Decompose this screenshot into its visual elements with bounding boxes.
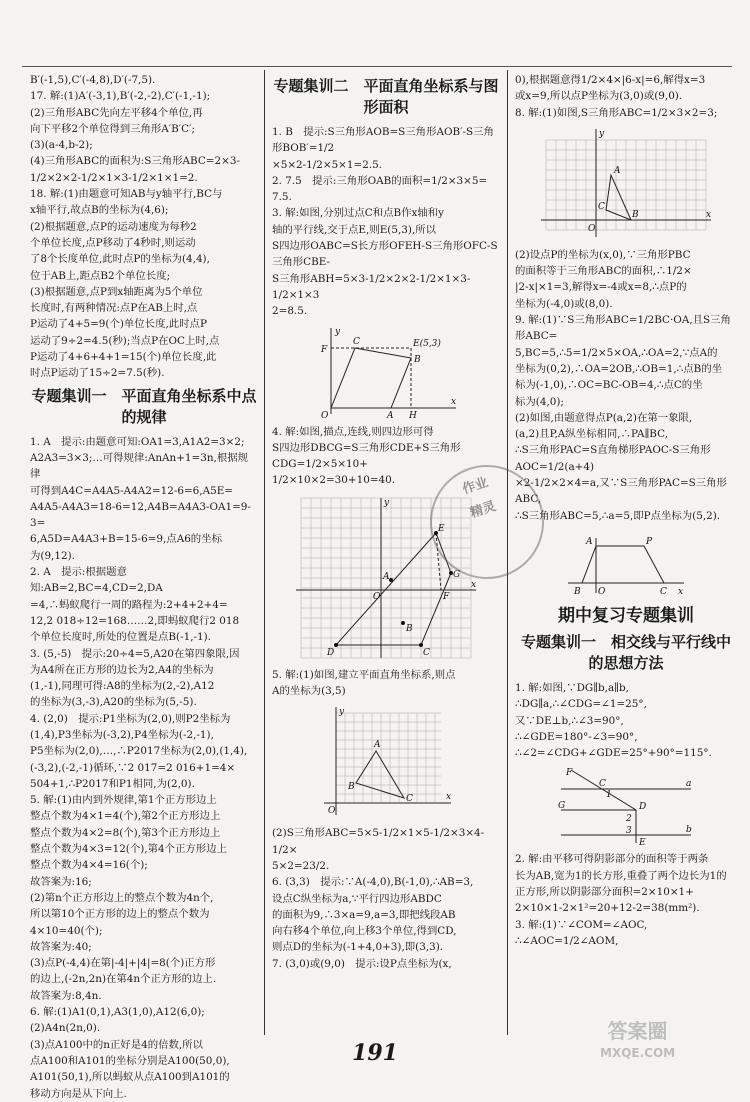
label-E: E	[639, 838, 646, 848]
label-A: A	[387, 410, 394, 420]
label-B: B	[348, 782, 355, 793]
label-A: A	[614, 165, 621, 176]
answer-line: 0),根据题意得1/2×4×|6-x|=6,解得x=3	[515, 74, 706, 86]
answer-line: (3)(a-4,b-2);	[30, 139, 93, 152]
figure-q8-triangle	[536, 125, 716, 243]
answer-line: (2)第n个正方形边上的整点个数为4n个,	[30, 891, 214, 904]
answer-line: 的坐标为(3,-3),A20的坐标为(5,-5).	[30, 696, 197, 709]
answer-line: 所以第10个正方形的边上的整点个数为	[30, 908, 210, 921]
label-G: G	[558, 801, 566, 812]
answer-line: P5坐标为(2,0),…,∴P2017坐标为(2,0),(1,4),	[30, 745, 248, 758]
label-C: C	[599, 779, 606, 790]
answer-line: 坐标为(0,2),∴OA=2OB,∴OB=1,∴点B的坐	[515, 362, 723, 375]
answer-line: 12,2 018÷12=168……2,即蚂蚁爬行2 018	[30, 614, 240, 627]
label-O: O	[598, 586, 606, 597]
answer-line: A4A5-A4A3=18-6=12,A4B=A4A3-OA1=9-3=	[30, 500, 251, 530]
label-B: B	[406, 623, 413, 634]
figure-triangle-abc	[316, 703, 456, 821]
label-P: P	[646, 536, 653, 547]
answer-line: 6,A5D=A4A3+B=15-6=9,点A6的坐标	[30, 533, 222, 546]
answer-line: 5. 解:(1)如图,建立平面直角坐标系,则点	[272, 668, 456, 681]
answer-line: (a,2)且P,A纵坐标相同,∴PA∥BC,	[515, 428, 668, 441]
answer-line: 17. 解:(1)A′(-3,1),B′(-2,-2),C′(-1,-1);	[30, 90, 211, 103]
answer-line: (4)三角形ABC的面积为:S三角形ABC=2×3-	[30, 155, 240, 168]
answer-line: 1. B 提示:S三角形AOB=S三角形AOB′-S三角形BOB′=1/2	[272, 126, 494, 155]
figure-parallel-lines	[556, 765, 696, 847]
answer-line: 整点个数为4×2=8(个),第3个正方形边上	[30, 826, 221, 839]
angle-3: 3	[626, 826, 632, 837]
label-C: C	[406, 794, 413, 805]
label-O: O	[373, 591, 381, 602]
answer-line: (1,-1),同理可得:A8的坐标为(2,-2),A12	[30, 680, 215, 693]
answer-line: ∴DG∥a,∴∠CDG=∠1=25°,	[515, 698, 647, 711]
label-A: A	[383, 571, 390, 582]
answer-line: 坐标为(-4,0)或(8,0).	[515, 297, 613, 310]
answer-line: 运动了9÷2=4.5(秒);当点P在OC上时,点	[30, 334, 220, 347]
stamp-line1: 作业	[460, 475, 491, 498]
watermark-line1: 答案圈	[607, 1019, 668, 1043]
answer-line: x轴平行,故点B的坐标为(4,6);	[30, 204, 169, 217]
answer-line: 6. 解:(1)A1(0,1),A3(1,0),A12(6,0);	[30, 1006, 205, 1019]
angle-2: 2	[626, 814, 632, 825]
label-F: F	[321, 344, 328, 355]
label-a: a	[686, 779, 692, 790]
answer-line: 2. 7.5 提示:三角形OAB的面积=1/2×3×5=	[272, 174, 488, 187]
col3-answers-part3	[515, 680, 737, 761]
col3-answers-part1	[515, 72, 737, 121]
answer-line: 为A4所在正方形的边长为2,A4的坐标为	[30, 663, 214, 676]
answer-line: 2=8.5.	[272, 305, 308, 318]
answer-line: 向下平移2个单位得到三角形A′B′C′;	[30, 122, 195, 135]
label-O: O	[328, 806, 336, 817]
top-rule	[22, 66, 732, 67]
answer-line: 向右移4个单位,向上移3个单位,得到CD,	[272, 925, 457, 938]
label-y: y	[599, 128, 605, 139]
section-title-midpoint-rules: 专题集训一 平面直角坐标系中点的规律	[31, 386, 257, 426]
stamp-line2: 精灵	[468, 498, 498, 522]
answer-line: (2)根据题意,点P的运动速度为每秒2	[30, 220, 197, 233]
answer-line: 504+1,∴P2017和P1相同,为(2,0).	[30, 777, 195, 790]
answer-line: A2A3=3×3;…可得规律:AnAn+1=3n,根据规律	[30, 451, 249, 481]
answer-line: 故答案为:40;	[30, 940, 92, 953]
answer-line: 1. A 提示:由题意可知:OA1=3,A1A2=3×2;	[30, 435, 245, 448]
answer-line: =4,∴蚂蚁爬行一周的路程为:2+4+2+4=	[30, 598, 228, 611]
answer-line: 可得到A4C=A4A5-A4A2=12-6=6,A5E=	[30, 484, 233, 497]
answer-line: 4. 解:如图,描点,连线,则四边形可得	[272, 425, 434, 438]
answer-line: 2. 解:由平移可得阴影部分的面积等于两条	[515, 853, 709, 866]
label-O: O	[321, 410, 329, 420]
answer-line: 5,BC=5,∴5=1/2×5×OA,∴OA=2,∵点A的	[515, 346, 718, 359]
answer-line: ∴∠2=∠CDG+∠GDE=25°+90°=115°.	[515, 747, 712, 760]
midterm-review-title: 期中复习专题集训	[558, 605, 694, 626]
col1-answers-part1	[30, 72, 258, 382]
answer-line: P运动了4+5=9(个)单位长度,此时点P	[30, 318, 207, 331]
label-A: A	[374, 740, 381, 751]
answer-line: 5×2=23/2.	[272, 859, 330, 872]
label-F: F	[566, 768, 573, 779]
col2-answers-part3	[272, 667, 500, 700]
answer-line: 标为(4,0);	[515, 395, 564, 408]
answer-line: A的坐标为(3,5)	[272, 685, 346, 698]
label-D: D	[639, 802, 647, 813]
answer-line: 整点个数为4×3=12(个),第4个正方形边上	[30, 843, 227, 856]
answer-line: 长度时,有两种情况:点P在AB上时,点	[30, 302, 198, 315]
answer-line: 个单位长度,点P移动了4秒时,则运动	[30, 236, 196, 249]
label-O: O	[588, 223, 596, 234]
answer-line: (2)设点P的坐标为(x,0),∵三角形PBC	[515, 248, 691, 261]
answer-line: ∴S三角形ABC=5,∴a=5,即P点坐标为(5,2).	[515, 509, 721, 522]
answer-line: S三角形ABH=5×3-1/2×2×2-1/2×1×3-1/2×1×3	[272, 272, 471, 301]
label-x: x	[451, 396, 457, 407]
answer-line: 4×10=40(个);	[30, 924, 103, 937]
answer-line: 的面积等于三角形ABC的面积,∴1/2×	[515, 265, 692, 278]
answer-line: 整点个数为4×1=4(个),第2个正方形边上	[30, 810, 221, 823]
label-E: E	[438, 523, 445, 534]
answer-line: (3)根据题意,点P到x轴距离为5个单位	[30, 285, 203, 298]
quadrilateral-oabc	[331, 348, 411, 408]
answer-line: 3. 解:(1)∵∠COM=∠AOC,	[515, 918, 648, 931]
answer-line: ∴∠AOC=1/2∠AOM,	[515, 934, 619, 947]
site-watermark	[600, 1020, 675, 1064]
section-title-graph-area: 专题集训二 平面直角坐标系与图形面积	[273, 77, 499, 116]
label-y: y	[384, 497, 390, 508]
answer-line: 移动方向是从下向上.	[30, 1087, 127, 1100]
answer-line: 时点P运动了15÷2=7.5(秒).	[30, 367, 165, 380]
label-H: H	[409, 410, 417, 420]
label-D: D	[327, 647, 335, 658]
watermark-line2: MXQE.COM	[600, 1046, 676, 1060]
answer-line: ×5×2-1/2×5×1=2.5.	[272, 158, 383, 171]
figure-q9-trapezoid	[566, 528, 686, 598]
answer-line: 1/2×10×2=30+10=40.	[272, 474, 396, 487]
answer-line: 位于AB上,距点B2个单位长度;	[30, 269, 171, 282]
answer-line: 整点个数为4×4=16(个);	[30, 859, 148, 872]
label-A: A	[586, 536, 593, 547]
label-b: b	[686, 825, 692, 836]
col3-answers-part4	[515, 851, 737, 949]
answer-line: (3)点A100中的n正好是4的倍数,所以	[30, 1038, 203, 1051]
figure-quadrilateral-oabc	[311, 324, 461, 420]
answer-line: 5. 解:(1)由内到外规律,第1个正方形边上	[30, 794, 217, 807]
answer-line: (1,4),P3坐标为(-3,2),P4坐标为(-2,-1),	[30, 728, 214, 741]
col3-answers-part2	[515, 247, 737, 524]
column-3	[515, 72, 737, 949]
answer-line: 个单位长度时,所处的位置是点B(-1,-1).	[30, 631, 211, 644]
answer-line: 6. (3,3) 提示:∵A(-4,0),B(-1,0),∴AB=3,	[272, 876, 474, 889]
answer-line: ∴∠GDE=180°-∠3=90°,	[515, 730, 638, 743]
answer-line: (2)如图,由题意得点P(a,2)在第一象限,	[515, 411, 693, 424]
label-C: C	[353, 336, 360, 347]
answer-line: S四边形DBCG=S三角形CDE+S三角形CDG=1/2×5×10+	[272, 441, 461, 471]
answer-line: 8. 解:(1)如图,S三角形ABC=1/2×3×2=3;	[515, 106, 718, 119]
label-x: x	[706, 209, 712, 220]
answer-line: 7. (3,0)或(9,0) 提示:设P点坐标为(x,	[272, 957, 452, 970]
answer-line: 2×10×1-2×1²=20+12-2=38(mm²).	[515, 902, 700, 915]
answer-line: 轴的平行线,交于点E,则E(5,3),所以	[272, 223, 437, 236]
answer-line: B′(-1,5),C′(-4,8),D′(-7,5).	[30, 74, 156, 86]
col2-answers-part4	[272, 825, 500, 972]
label-E: E(5,3)	[413, 338, 441, 349]
col2-answers-part1	[272, 124, 500, 320]
answer-line: 的面积为9,∴3×a=9,a=3,即把线段AB	[272, 908, 456, 921]
answer-line: 故答案为:16;	[30, 875, 92, 888]
answer-line: ×2-1/2×2×4=a,又∵S三角形PAC=S三角形ABC,	[515, 477, 727, 506]
answer-line: 1. 解:如图,∵DG∥b,a∥b,	[515, 681, 629, 694]
column-1	[30, 72, 258, 1102]
answer-line: P运动了4+6+4+1=15(个)单位长度,此	[30, 351, 217, 364]
label-B: B	[574, 586, 581, 597]
answer-line: 设点C纵坐标为a,∵平行四边形ABDC	[272, 892, 442, 905]
answer-line: 4. (2,0) 提示:P1坐标为(2,0),则P2坐标为	[30, 712, 231, 725]
page-number: 191	[352, 1040, 398, 1066]
label-y: y	[335, 326, 341, 337]
answer-line: 2. A 提示:根据题意知:AB=2,BC=4,CD=2,DA	[30, 566, 163, 595]
col1-answers-part2	[30, 434, 258, 1102]
label-y: y	[339, 707, 345, 718]
answer-line: (-3,2),(-2,-1)循环,∵2 017=2 016+1=4×	[30, 761, 236, 774]
answer-line: 长为AB,宽为1的长方形,重叠了两个边长为1的	[515, 869, 727, 882]
answer-line: 9. 解:(1)∵S三角形ABC=1/2BC·OA,且S三角形ABC=	[515, 314, 731, 343]
section-title-parallel-lines: 专题集训一 相交线与平行线中的思想方法	[520, 632, 731, 672]
answer-line: 点A100和A101的坐标分别是A100(50,0),	[30, 1054, 230, 1067]
answer-line: ∴S三角形PAC=S直角梯形PAOC-S三角形AOC=1/2(a+4)	[515, 444, 711, 473]
answer-line: 3. 解:如图,分别过点C和点B作x轴和y	[272, 207, 445, 220]
label-x: x	[446, 792, 452, 803]
answer-line: (3)点P(-4,4)在第|-4|+|4|=8(个)正方形	[30, 957, 216, 970]
answer-line: 的边上,(-2n,2n)在第4n个正方形的边上.	[30, 973, 217, 986]
answer-line: |2-x|×1=3,解得x=-4或x=8,∴点P的	[515, 281, 687, 294]
answer-line: A101(50,1),所以蚂蚁从点A100到A101的	[30, 1071, 230, 1084]
answer-line: (2)A4n(2n,0).	[30, 1022, 101, 1035]
label-C: C	[423, 647, 430, 658]
answer-line: 3. (5,-5) 提示:20÷4=5,A20在第四象限,因	[30, 647, 240, 660]
answer-line: 则点D的坐标为(-1+4,0+3),即(3,3).	[272, 941, 444, 954]
answer-line: 或x=9,所以点P坐标为(3,0)或(9,0).	[515, 90, 683, 103]
answer-line: (2)S三角形ABC=5×5-1/2×1×5-1/2×3×4-1/2×	[272, 827, 485, 856]
answer-line: 了8个长度单位,此时点P的坐标为(4,4),	[30, 253, 210, 266]
label-B: B	[414, 354, 421, 365]
label-G: G	[453, 569, 461, 580]
answer-line: S四边形OABC=S长方形OFEH-S三角形OFC-S三角形CBE-	[272, 240, 498, 269]
answer-line: 正方形,所以阴影部分面积=2×10×1+	[515, 886, 694, 899]
label-F: F	[443, 591, 450, 602]
label-C: C	[598, 201, 605, 212]
label-x: x	[471, 579, 477, 590]
answer-line: 18. 解:(1)由题意可知AB与y轴平行,BC与	[30, 188, 223, 201]
answer-line: 7.5.	[272, 191, 292, 204]
column-divider-1	[264, 70, 265, 1035]
answer-line: 标为(-1,0),∴OC=BC-OB=4,∴点C的坐	[515, 379, 703, 392]
answer-line: 又∵DE⊥b,∴∠3=90°,	[515, 714, 624, 727]
label-B: B	[632, 209, 639, 220]
answer-line: 故答案为:8,4n.	[30, 989, 102, 1002]
label-C: C	[660, 586, 667, 597]
label-x: x	[678, 586, 684, 597]
answer-line: 1/2×2×2-1/2×1×3-1/2×1×1=2.	[30, 171, 198, 184]
answer-line: (2)三角形ABC先向左平移4个单位,再	[30, 106, 203, 119]
angle-1: 1	[606, 790, 612, 801]
answer-line: 为(9,12).	[30, 549, 75, 562]
